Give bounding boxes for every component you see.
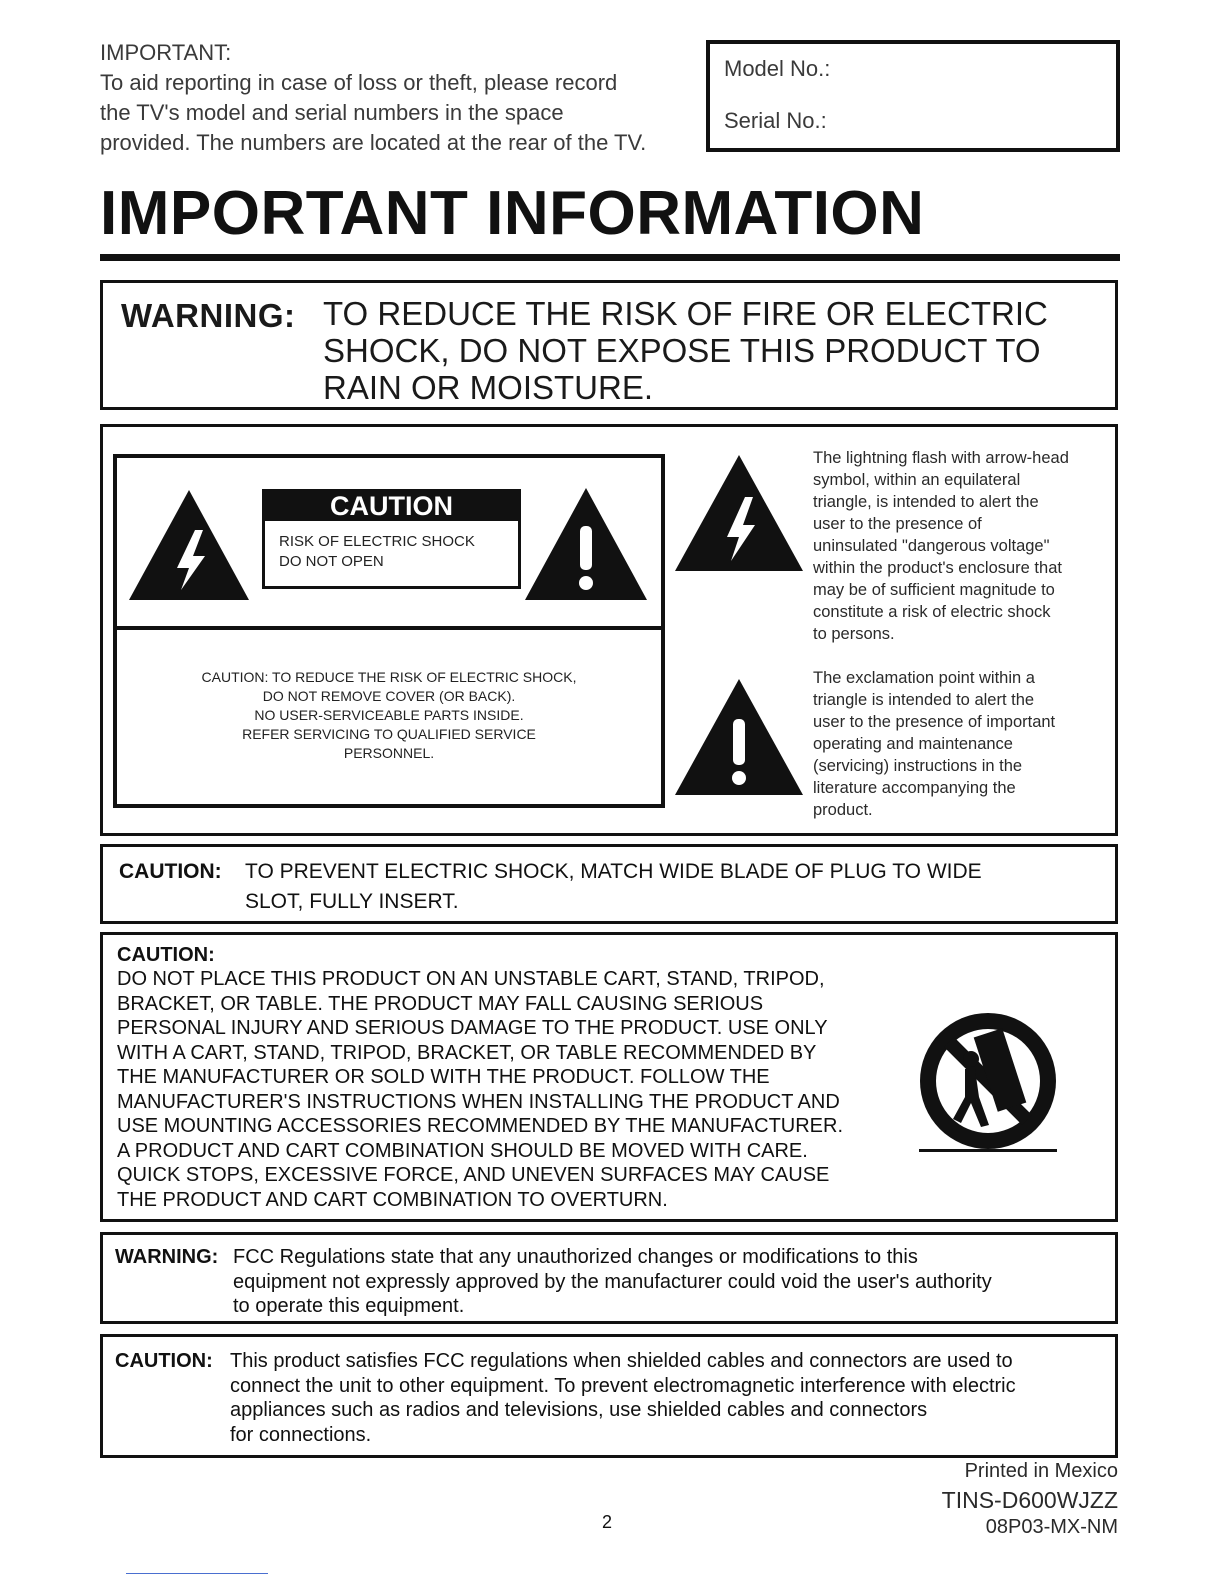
printed-in-note: Printed in Mexico bbox=[964, 1460, 1118, 1482]
lightning-triangle-icon bbox=[125, 486, 253, 604]
caution-cart-line: BRACKET, OR TABLE. THE PRODUCT MAY FALL CAUSING SERIOUS bbox=[117, 992, 764, 1015]
caution-cart-line: A PRODUCT AND CART COMBINATION SHOULD BE MOVED WITH CARE. bbox=[117, 1139, 808, 1162]
caution-cart-text bbox=[117, 967, 843, 1212]
caution-banner-line-2: DO NOT OPEN bbox=[279, 553, 384, 570]
warning-fcc-text bbox=[233, 1245, 992, 1319]
caution-plug-label: CAUTION: bbox=[119, 860, 222, 883]
caution-plug-line-2: SLOT, FULLY INSERT. bbox=[245, 890, 459, 913]
model-serial-record-box bbox=[706, 40, 1120, 152]
exclamation-triangle-icon bbox=[521, 484, 651, 604]
caution-cart-line: QUICK STOPS, EXCESSIVE FORCE, AND UNEVEN SURFACES MAY CAUSE bbox=[117, 1164, 830, 1186]
lightning-explanation bbox=[813, 447, 1069, 645]
warning-fcc-line: equipment not expressly approved by the manufacturer could void the user's authority bbox=[233, 1270, 992, 1293]
intro-line-3: provided. The numbers are located at the rear of the TV. bbox=[100, 130, 647, 155]
warning-fcc-line: FCC Regulations state that any unauthorized changes or modifications to this bbox=[233, 1246, 918, 1268]
exclamation-explanation-line: The exclamation point within a bbox=[813, 669, 1035, 687]
caution-banner-line-1: RISK OF ELECTRIC SHOCK bbox=[279, 533, 475, 550]
intro-heading: IMPORTANT: bbox=[100, 40, 232, 65]
caution-fcc-label: CAUTION: bbox=[115, 1350, 213, 1372]
caution-cart-line: WITH A CART, STAND, TRIPOD, BRACKET, OR TABLE RECOMMENDED BY bbox=[117, 1041, 817, 1064]
warning-moisture-line-3: RAIN OR MOISTURE. bbox=[323, 369, 654, 406]
lightning-explanation-line: triangle, is intended to alert the bbox=[813, 493, 1039, 511]
exclamation-explanation-line: operating and maintenance bbox=[813, 735, 1013, 753]
caution-label-divider bbox=[117, 626, 661, 630]
caution-fcc-line: appliances such as radios and televisions, use shielded cables and connectors bbox=[230, 1399, 928, 1421]
serial-number-label: Serial No.: bbox=[724, 108, 827, 133]
caution-cart-line: DO NOT PLACE THIS PRODUCT ON AN UNSTABLE CART, STAND, TRIPOD, bbox=[117, 968, 825, 990]
caution-cart-line: PERSONAL INJURY AND SERIOUS DAMAGE TO THE PRODUCT. USE ONLY bbox=[117, 1017, 828, 1039]
caution-label-line-2: DO NOT REMOVE COVER (OR BACK). bbox=[262, 688, 516, 704]
caution-label-line-4: REFER SERVICING TO QUALIFIED SERVICE bbox=[242, 726, 536, 742]
caution-cart-line: THE PRODUCT AND CART COMBINATION TO OVERTURN. bbox=[117, 1188, 668, 1211]
warning-fcc-box bbox=[100, 1232, 1118, 1324]
title-rule bbox=[100, 254, 1120, 261]
footer-link-underline bbox=[126, 1573, 268, 1574]
caution-plug-box bbox=[100, 844, 1118, 924]
lightning-explanation-line: user to the presence of bbox=[813, 515, 982, 533]
warning-fcc-label: WARNING: bbox=[115, 1246, 219, 1268]
exclamation-explanation-line: user to the presence of important bbox=[813, 713, 1056, 731]
warning-fcc-line: to operate this equipment. bbox=[233, 1295, 465, 1317]
lightning-symbol-icon bbox=[671, 451, 807, 575]
lightning-explanation-line: constitute a risk of electric shock bbox=[813, 603, 1051, 621]
exclamation-explanation bbox=[813, 667, 1055, 821]
caution-banner-title: CAUTION bbox=[265, 492, 518, 521]
lightning-explanation-line: may be of sufficient magnitude to bbox=[813, 581, 1055, 599]
print-code: 08P03-MX-NM bbox=[985, 1516, 1118, 1538]
caution-banner-box bbox=[262, 489, 521, 589]
lightning-explanation-line: within the product's enclosure that bbox=[813, 559, 1062, 577]
page-title: IMPORTANT INFORMATION bbox=[100, 179, 925, 248]
warning-moisture-line-2: SHOCK, DO NOT EXPOSE THIS PRODUCT TO bbox=[323, 332, 1041, 369]
document-code: TINS-D600WJZZ bbox=[941, 1487, 1118, 1513]
exclamation-explanation-line: literature accompanying the bbox=[813, 779, 1016, 797]
exclamation-explanation-line: (servicing) instructions in the bbox=[813, 757, 1023, 775]
model-number-label: Model No.: bbox=[724, 56, 831, 81]
caution-cart-label: CAUTION: bbox=[117, 944, 215, 966]
caution-label-line-1: CAUTION: TO REDUCE THE RISK OF ELECTRIC SHOCK, bbox=[201, 669, 577, 685]
caution-plug-line-1: TO PREVENT ELECTRIC SHOCK, MATCH WIDE BLADE OF PLUG TO WIDE bbox=[245, 860, 982, 883]
intro-line-2: the TV's model and serial numbers in the space bbox=[100, 100, 564, 125]
lightning-explanation-line: The lightning flash with arrow-head bbox=[813, 449, 1069, 467]
lightning-explanation-line: uninsulated "dangerous voltage" bbox=[813, 537, 1050, 555]
cart-tip-over-warning-icon bbox=[913, 1001, 1063, 1171]
caution-fcc-box bbox=[100, 1334, 1118, 1458]
caution-cart-line: THE MANUFACTURER OR SOLD WITH THE PRODUCT. FOLLOW THE bbox=[117, 1066, 770, 1088]
symbols-panel bbox=[100, 424, 1118, 836]
exclamation-explanation-line: product. bbox=[813, 801, 873, 819]
warning-moisture-box bbox=[100, 280, 1118, 410]
caution-cart-line: MANUFACTURER'S INSTRUCTIONS WHEN INSTALLING THE PRODUCT AND bbox=[117, 1090, 840, 1113]
page-number: 2 bbox=[602, 1512, 613, 1532]
caution-cart-box bbox=[100, 932, 1118, 1222]
caution-label-line-5: PERSONNEL. bbox=[343, 745, 435, 761]
warning-moisture-line-1: TO REDUCE THE RISK OF FIRE OR ELECTRIC bbox=[323, 295, 1048, 332]
lightning-explanation-line: symbol, within an equilateral bbox=[813, 471, 1021, 489]
caution-fcc-line: connect the unit to other equipment. To prevent electromagnetic interference with electric bbox=[230, 1374, 1016, 1397]
caution-label-graphic bbox=[113, 454, 665, 808]
intro-line-1: To aid reporting in case of loss or theft, please record bbox=[100, 70, 618, 95]
caution-fcc-text bbox=[230, 1349, 1016, 1447]
caution-fcc-line: This product satisfies FCC regulations when shielded cables and connectors are used to bbox=[230, 1350, 1013, 1372]
exclamation-explanation-line: triangle is intended to alert the bbox=[813, 691, 1035, 709]
caution-label-line-3: NO USER-SERVICEABLE PARTS INSIDE. bbox=[254, 707, 524, 723]
caution-fcc-line: for connections. bbox=[230, 1423, 372, 1446]
lightning-explanation-line: to persons. bbox=[813, 625, 895, 643]
caution-cart-line: USE MOUNTING ACCESSORIES RECOMMENDED BY THE MANUFACTURER. bbox=[117, 1115, 844, 1137]
exclamation-symbol-icon bbox=[671, 675, 807, 799]
warning-moisture-label: WARNING: bbox=[121, 297, 296, 334]
